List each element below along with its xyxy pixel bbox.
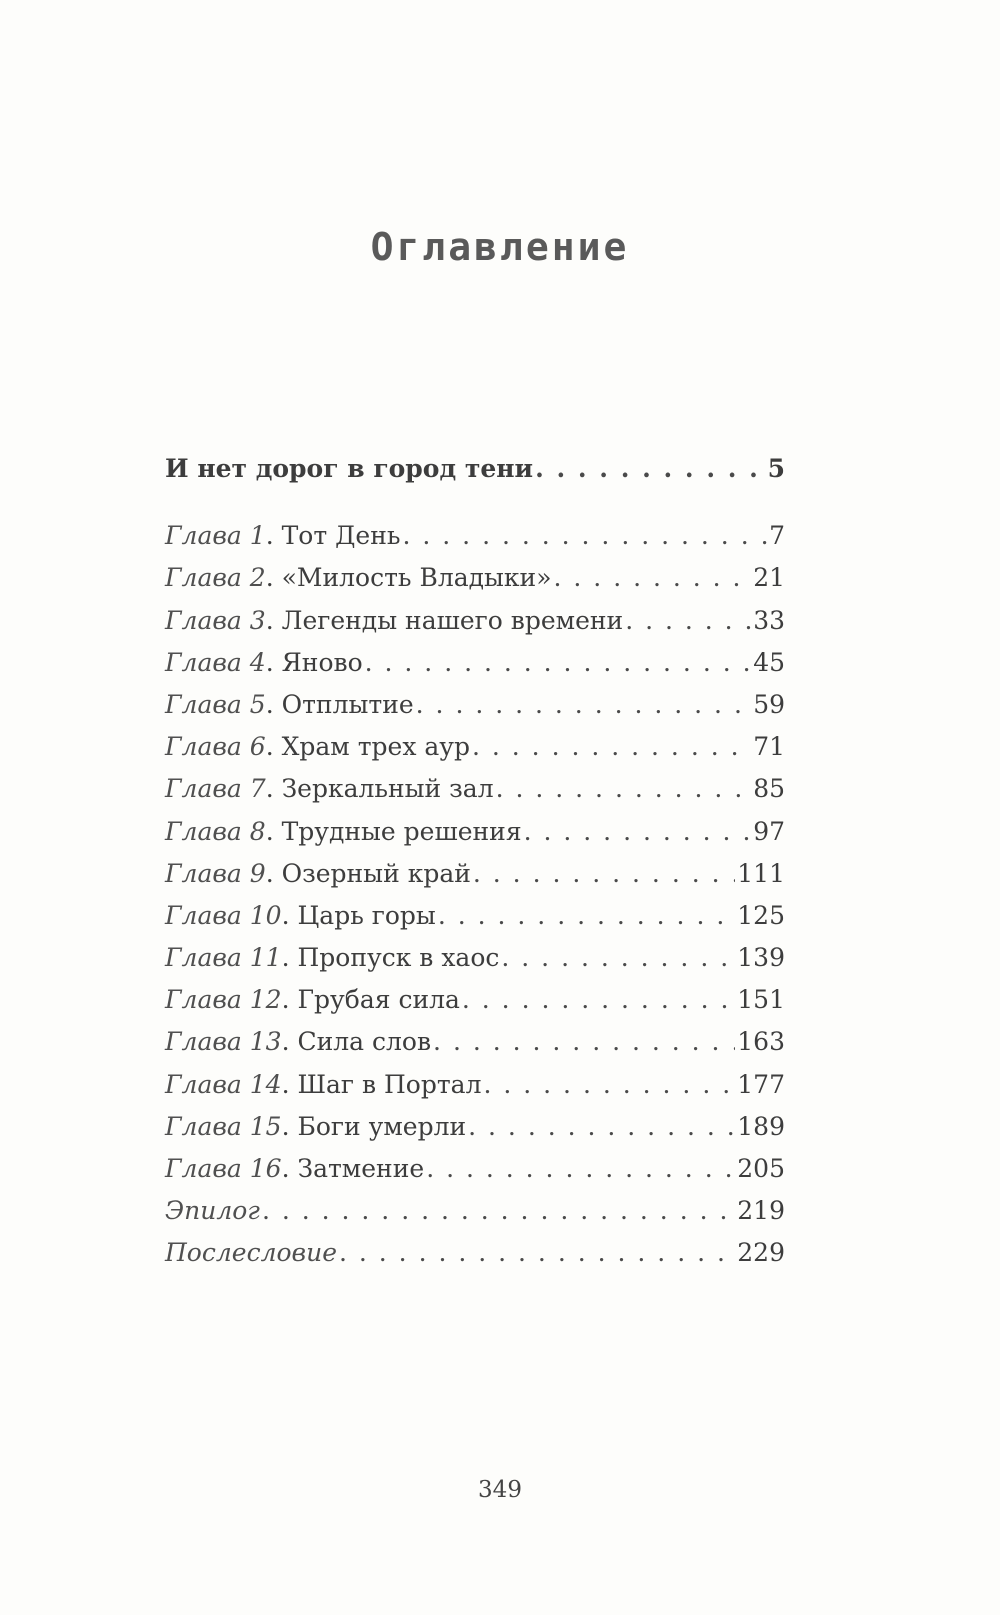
toc-chapter-title: Отплытие <box>281 689 414 719</box>
toc-chapter-page: 151 <box>737 985 785 1015</box>
dot-leader <box>483 1064 735 1106</box>
toc-chapter-separator: . <box>281 1111 298 1141</box>
toc-chapter-label <box>165 642 363 684</box>
toc-chapter-prefix: Глава 3 <box>165 605 266 635</box>
toc-extra-page: 219 <box>737 1196 785 1226</box>
toc-chapter-title: Грубая сила <box>297 985 460 1015</box>
dot-leader <box>501 937 735 979</box>
toc-chapter-title: Тот День <box>281 521 401 551</box>
toc-chapter-entry[interactable] <box>165 600 785 642</box>
toc-chapter-page: 177 <box>737 1069 785 1099</box>
toc-chapter-label <box>165 684 414 726</box>
toc-chapter-page: 85 <box>753 774 785 804</box>
toc-chapter-title: Затмение <box>297 1154 425 1183</box>
extras-list <box>165 1190 785 1274</box>
toc-chapter-page: 205 <box>737 1154 785 1183</box>
toc-chapter-label <box>165 600 623 642</box>
dot-leader <box>339 1232 735 1274</box>
toc-chapter-entry[interactable] <box>165 684 785 726</box>
toc-chapter-separator: . <box>281 1027 298 1057</box>
toc-chapter-entry[interactable] <box>165 1148 785 1190</box>
toc-part-entry[interactable] <box>165 448 785 490</box>
toc-chapter-entry[interactable] <box>165 937 785 979</box>
dot-leader <box>462 979 735 1021</box>
toc-chapter-page: 139 <box>737 943 785 973</box>
toc-chapter-label <box>165 895 436 937</box>
toc-extra-title: Послесловие <box>165 1238 337 1268</box>
toc-chapter-title: Яново <box>281 647 363 677</box>
toc-chapter-page: 97 <box>753 816 785 846</box>
toc-chapter-separator: . <box>281 985 298 1015</box>
toc-chapter-label <box>165 768 494 810</box>
toc-chapter-label <box>165 853 471 895</box>
toc-chapter-prefix: Глава 5 <box>165 689 266 719</box>
toc-chapter-prefix: Глава 9 <box>165 858 266 888</box>
toc-chapter-title: Сила слов <box>297 1027 432 1057</box>
dot-leader <box>403 515 768 557</box>
toc-chapter-label <box>165 515 401 557</box>
page-number: 349 <box>478 1477 522 1503</box>
toc-chapter-page: 125 <box>737 900 785 930</box>
toc-extra-page: 229 <box>737 1238 785 1268</box>
toc-chapter-label <box>165 1064 481 1106</box>
chapter-list <box>165 515 785 1190</box>
dot-leader <box>554 557 752 599</box>
toc-chapter-page: 71 <box>753 732 785 762</box>
toc-chapter-page: 7 <box>769 521 785 551</box>
toc-chapter-entry[interactable] <box>165 895 785 937</box>
toc-chapter-entry[interactable] <box>165 1021 785 1063</box>
toc-chapter-prefix: Глава 1 <box>165 521 266 551</box>
dot-leader <box>496 768 752 810</box>
dot-leader <box>468 1106 735 1148</box>
toc-chapter-separator: . <box>265 732 282 762</box>
toc-chapter-label <box>165 1021 431 1063</box>
toc-chapter-separator: . <box>281 943 298 973</box>
toc-chapter-separator: . <box>265 858 282 888</box>
dot-leader <box>625 600 751 642</box>
toc-chapter-prefix: Глава 16 <box>165 1154 282 1183</box>
toc-chapter-page: 189 <box>737 1111 785 1141</box>
toc-chapter-label <box>165 937 499 979</box>
toc-chapter-separator: . <box>265 816 282 846</box>
dot-leader <box>472 726 751 768</box>
toc-chapter-entry[interactable] <box>165 642 785 684</box>
toc-chapter-separator: . <box>265 605 282 635</box>
toc-chapter-prefix: Глава 14 <box>165 1069 282 1099</box>
toc-part-page: 5 <box>767 454 785 483</box>
toc-chapter-separator: . <box>265 774 282 804</box>
toc-chapter-title: Зеркальный зал <box>281 774 494 804</box>
toc-chapter-title: Шаг в Портал <box>297 1069 482 1099</box>
toc-chapter-page: 21 <box>753 563 785 593</box>
toc-chapter-prefix: Глава 6 <box>165 732 266 762</box>
toc-extra-label <box>165 1190 260 1232</box>
toc-chapter-entry[interactable] <box>165 811 785 853</box>
toc-chapter-page: 45 <box>753 647 785 677</box>
toc-chapter-label <box>165 1148 424 1190</box>
toc-extra-label <box>165 1232 337 1274</box>
toc-chapter-prefix: Глава 13 <box>165 1027 282 1057</box>
toc-chapter-entry[interactable] <box>165 726 785 768</box>
toc-chapter-page: 163 <box>737 1027 785 1057</box>
toc-chapter-prefix: Глава 10 <box>165 900 282 930</box>
toc-chapter-page: 33 <box>753 605 785 635</box>
dot-leader <box>262 1190 735 1232</box>
toc-extra-title: Эпилог <box>165 1196 260 1226</box>
toc-chapter-label <box>165 726 470 768</box>
toc-chapter-title: Трудные решения <box>281 816 522 846</box>
toc-chapter-title: Боги умерли <box>297 1111 467 1141</box>
toc-chapter-separator: . <box>281 1154 298 1183</box>
toc-chapter-separator: . <box>265 521 282 551</box>
dot-leader <box>416 684 752 726</box>
table-of-contents <box>165 448 785 1275</box>
dot-leader <box>535 448 766 490</box>
dot-leader <box>473 853 735 895</box>
toc-chapter-entry[interactable] <box>165 557 785 599</box>
toc-chapter-prefix: Глава 12 <box>165 985 282 1015</box>
dot-leader <box>426 1148 735 1190</box>
toc-chapter-label <box>165 979 460 1021</box>
toc-chapter-prefix: Глава 4 <box>165 647 266 677</box>
dot-leader <box>365 642 752 684</box>
toc-chapter-prefix: Глава 15 <box>165 1111 282 1141</box>
toc-part-label: И нет дорог в город тени <box>165 454 534 483</box>
toc-chapter-entry[interactable] <box>165 979 785 1021</box>
toc-chapter-prefix: Глава 2 <box>165 563 266 593</box>
toc-chapter-separator: . <box>281 900 298 930</box>
toc-chapter-entry[interactable] <box>165 768 785 810</box>
toc-extra-entry[interactable] <box>165 1190 785 1232</box>
toc-chapter-title: Пропуск в хаос <box>297 943 500 973</box>
toc-extra-entry[interactable] <box>165 1232 785 1274</box>
toc-chapter-entry[interactable] <box>165 853 785 895</box>
toc-chapter-entry[interactable] <box>165 1064 785 1106</box>
toc-chapter-label <box>165 811 522 853</box>
toc-chapter-label <box>165 1106 466 1148</box>
toc-chapter-separator: . <box>265 689 282 719</box>
toc-chapter-title: Озерный край <box>281 858 471 888</box>
toc-chapter-title: Храм трех аур <box>281 732 470 762</box>
dot-leader <box>433 1021 735 1063</box>
toc-chapter-page: 111 <box>737 858 785 888</box>
toc-chapter-title: «Милость Владыки» <box>281 563 552 593</box>
toc-chapter-prefix: Глава 7 <box>165 774 266 804</box>
page-title: Оглавление <box>370 225 630 269</box>
dot-leader <box>438 895 735 937</box>
dot-leader <box>524 811 752 853</box>
toc-chapter-page: 59 <box>753 689 785 719</box>
toc-chapter-separator: . <box>265 647 282 677</box>
toc-chapter-prefix: Глава 11 <box>165 943 282 973</box>
toc-chapter-separator: . <box>265 563 282 593</box>
toc-chapter-entry[interactable] <box>165 1106 785 1148</box>
toc-chapter-prefix: Глава 8 <box>165 816 266 846</box>
toc-chapter-title: Легенды нашего времени <box>281 605 624 635</box>
toc-chapter-title: Царь горы <box>297 900 436 930</box>
toc-chapter-label <box>165 557 552 599</box>
toc-chapter-entry[interactable] <box>165 515 785 557</box>
toc-chapter-separator: . <box>281 1069 298 1099</box>
